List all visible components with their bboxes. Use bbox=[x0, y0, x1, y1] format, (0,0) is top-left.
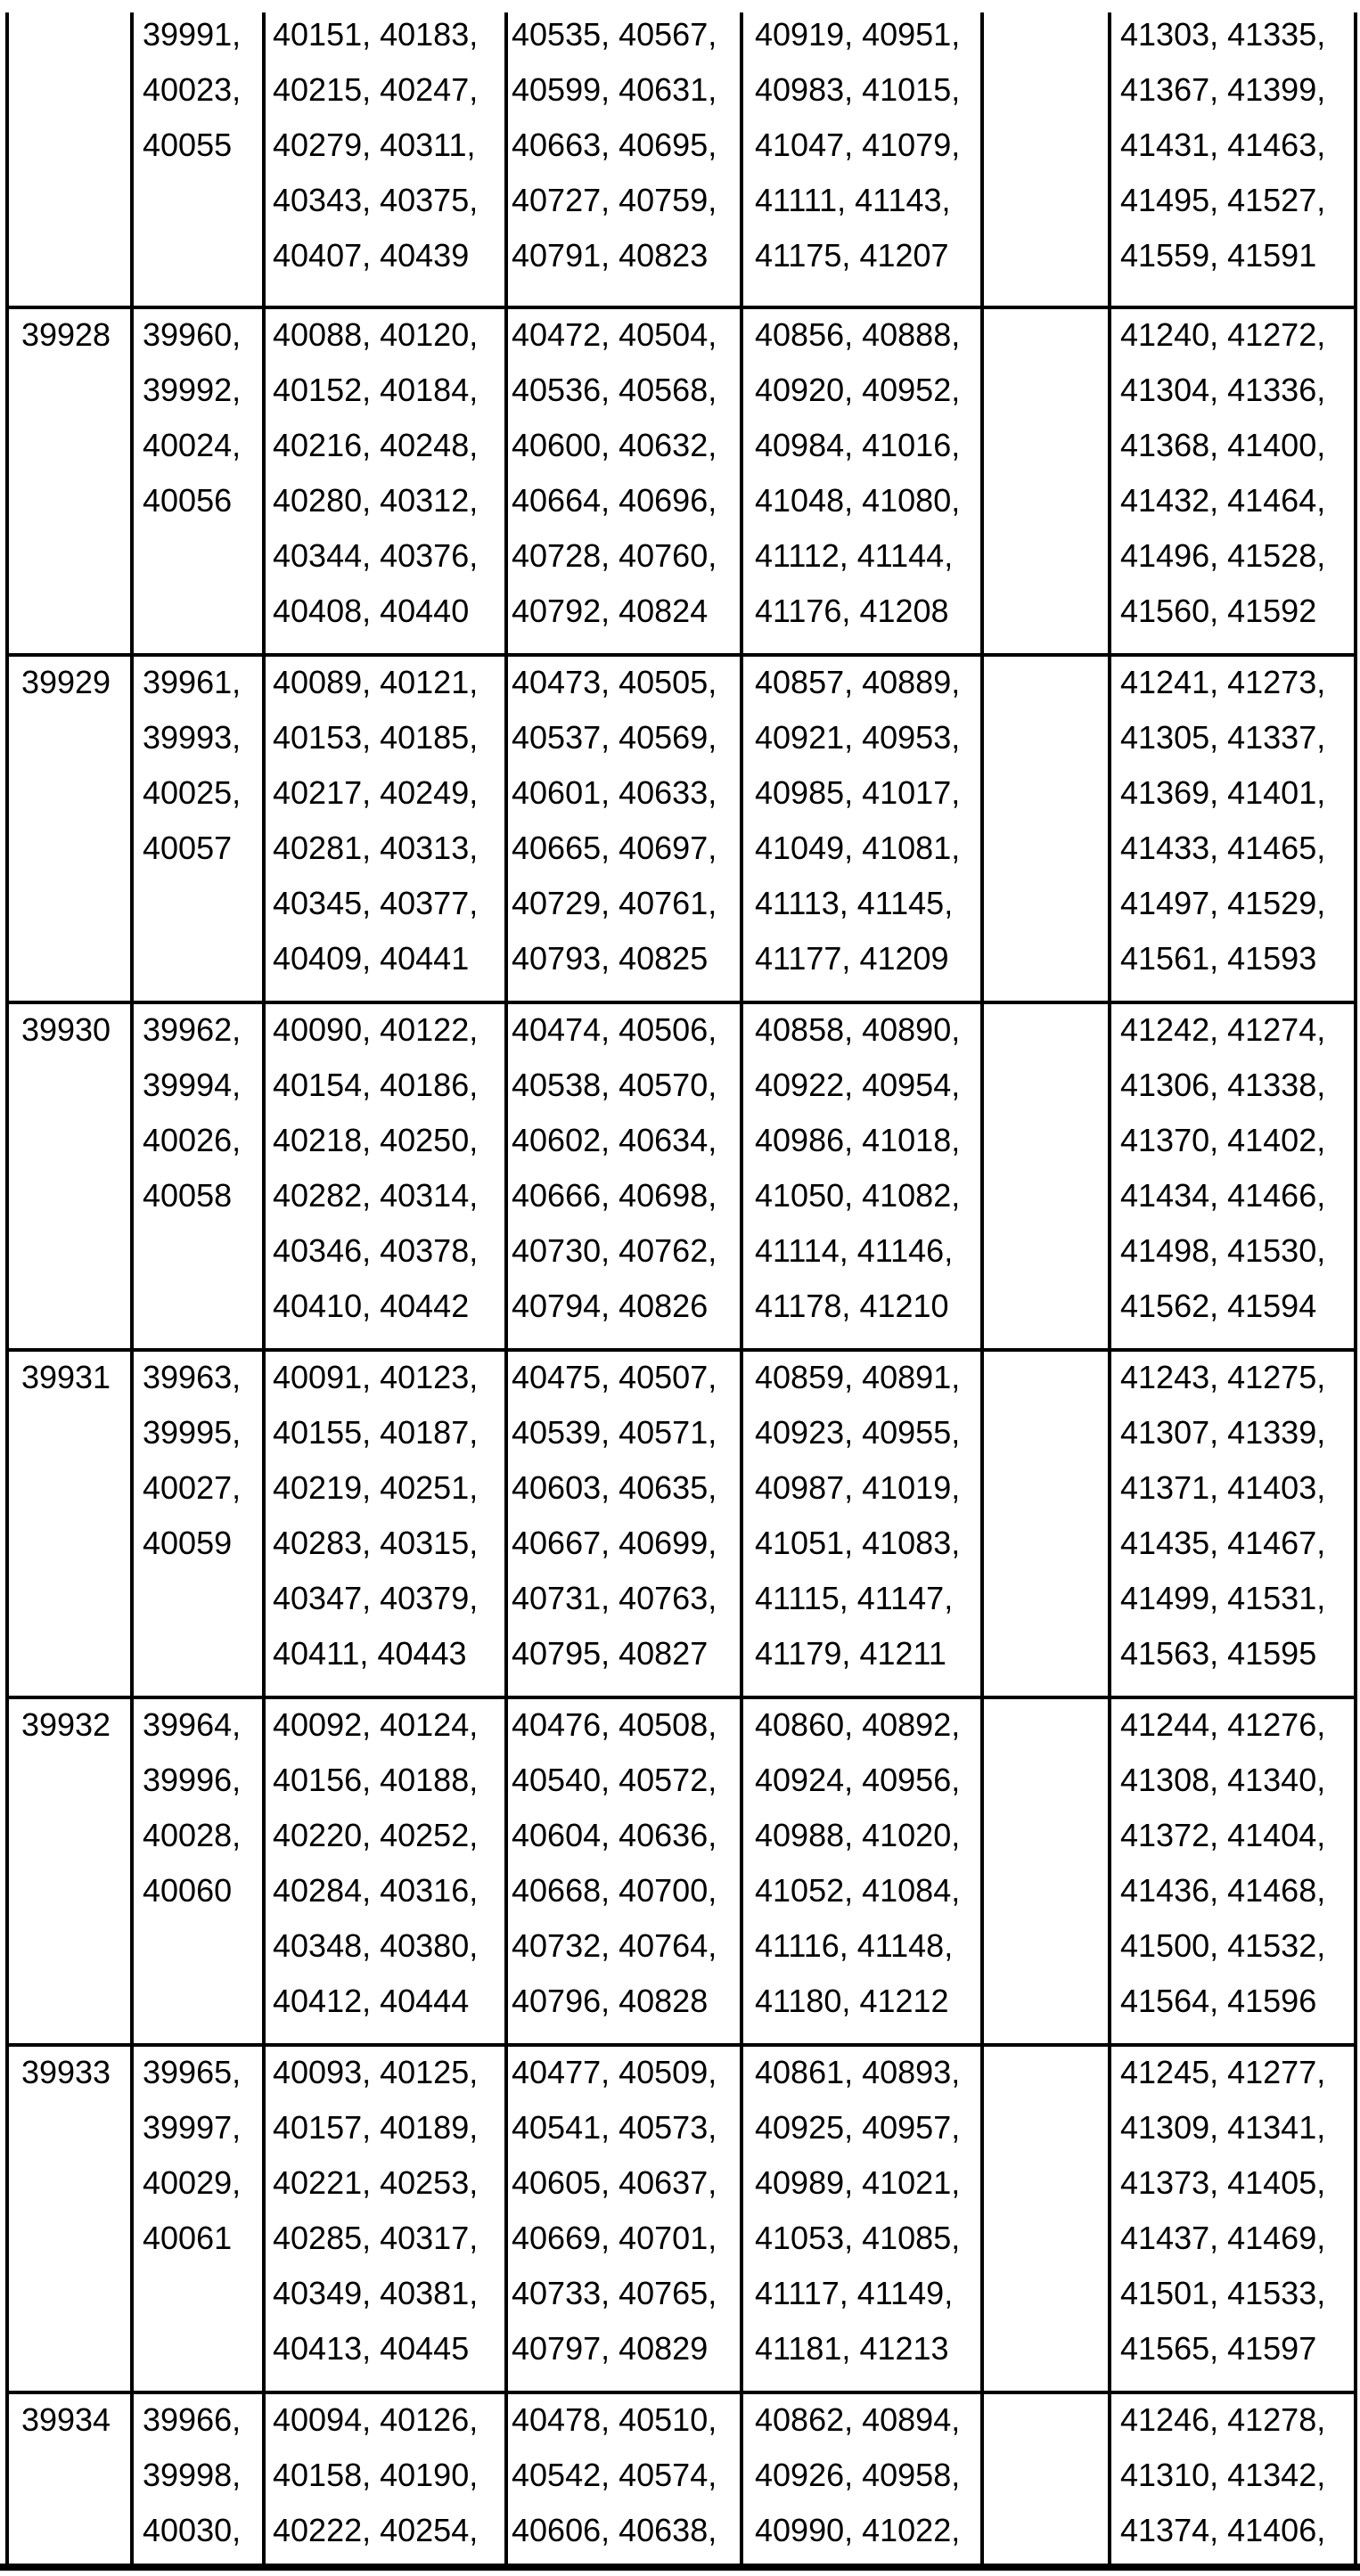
table-cell: 40857, 40889, 40921, 40953, 40985, 41017, 41049, 41081, 41113, 41145, 41177, 41209 bbox=[755, 664, 961, 977]
table-cell: 39966, 39998, 40030, bbox=[143, 2401, 242, 2548]
table-cell: 40861, 40893, 40925, 40957, 40989, 41021, 41053, 41085, 41117, 41149, 41181, 41213 bbox=[755, 2054, 961, 2367]
grid-line-vertical-4 bbox=[740, 12, 743, 2571]
row-header-cell: 39928 bbox=[20, 316, 111, 353]
table-cell: 41240, 41272, 41304, 41336, 41368, 41400, 41432, 41464, 41496, 41528, 41560, 41592 bbox=[1120, 316, 1326, 629]
table-cell: 39964, 39996, 40028, 40060 bbox=[143, 1706, 242, 1909]
table-cell: 40474, 40506, 40538, 40570, 40602, 40634, 40666, 40698, 40730, 40762, 40794, 40826 bbox=[512, 1011, 717, 1324]
grid-line-vertical-right-edge bbox=[1354, 12, 1357, 2571]
table-cell: 40091, 40123, 40155, 40187, 40219, 40251, 40283, 40315, 40347, 40379, 40411, 40443 bbox=[273, 1359, 479, 1672]
table-cell: 41243, 41275, 41307, 41339, 41371, 41403, 41435, 41467, 41499, 41531, 41563, 41595 bbox=[1120, 1359, 1326, 1672]
table-cell: 39962, 39994, 40026, 40058 bbox=[143, 1011, 242, 1214]
table-cell: 40856, 40888, 40920, 40952, 40984, 41016, 41048, 41080, 41112, 41144, 41176, 41208 bbox=[755, 316, 961, 629]
table-cell: 40477, 40509, 40541, 40573, 40605, 40637, 40669, 40701, 40733, 40765, 40797, 40829 bbox=[512, 2054, 717, 2367]
grid-line-vertical-2 bbox=[262, 12, 266, 2571]
table-cell: 39963, 39995, 40027, 40059 bbox=[143, 1359, 242, 1561]
page-bottom-crop-border bbox=[0, 2564, 1360, 2571]
table-cell: 40860, 40892, 40924, 40956, 40988, 41020, 41052, 41084, 41116, 41148, 41180, 41212 bbox=[755, 1706, 961, 2019]
grid-line-vertical-6 bbox=[1108, 12, 1111, 2571]
grid-line-vertical-1 bbox=[130, 12, 134, 2571]
table-cell: 41303, 41335, 41367, 41399, 41431, 41463, 41495, 41527, 41559, 41591 bbox=[1120, 16, 1326, 274]
table-cell: 40094, 40126, 40158, 40190, 40222, 40254, bbox=[273, 2401, 479, 2548]
table-cell: 41244, 41276, 41308, 41340, 41372, 41404, 41436, 41468, 41500, 41532, 41564, 41596 bbox=[1120, 1706, 1326, 2019]
row-header-cell: 39929 bbox=[20, 664, 111, 700]
table-cell: 40093, 40125, 40157, 40189, 40221, 40253, 40285, 40317, 40349, 40381, 40413, 40445 bbox=[273, 2054, 479, 2367]
table-cell: 40473, 40505, 40537, 40569, 40601, 40633, 40665, 40697, 40729, 40761, 40793, 40825 bbox=[512, 664, 717, 977]
table-cell: 39961, 39993, 40025, 40057 bbox=[143, 664, 242, 866]
table-cell: 40088, 40120, 40152, 40184, 40216, 40248, 40280, 40312, 40344, 40376, 40408, 40440 bbox=[273, 316, 479, 629]
grid-line-vertical-left-edge bbox=[5, 12, 9, 2571]
row-header-cell: 39933 bbox=[20, 2054, 111, 2090]
row-header-cell: 39931 bbox=[20, 1359, 111, 1395]
table-cell: 40151, 40183, 40215, 40247, 40279, 40311, 40343, 40375, 40407, 40439 bbox=[273, 16, 479, 274]
table-cell: 40859, 40891, 40923, 40955, 40987, 41019, 41051, 41083, 41115, 41147, 41179, 41211 bbox=[755, 1359, 961, 1672]
table-cell: 40476, 40508, 40540, 40572, 40604, 40636, 40668, 40700, 40732, 40764, 40796, 40828 bbox=[512, 1706, 717, 2019]
row-header-cell: 39932 bbox=[20, 1706, 111, 1743]
table-cell: 40862, 40894, 40926, 40958, 40990, 41022, bbox=[755, 2401, 961, 2548]
table-cell: 40089, 40121, 40153, 40185, 40217, 40249, 40281, 40313, 40345, 40377, 40409, 40441 bbox=[273, 664, 479, 977]
grid-line-vertical-3 bbox=[504, 12, 508, 2571]
table-cell: 41241, 41273, 41305, 41337, 41369, 41401, 41433, 41465, 41497, 41529, 41561, 41593 bbox=[1120, 664, 1326, 977]
table-cell: 40092, 40124, 40156, 40188, 40220, 40252, 40284, 40316, 40348, 40380, 40412, 40444 bbox=[273, 1706, 479, 2019]
table-cell: 39965, 39997, 40029, 40061 bbox=[143, 2054, 242, 2256]
table-cell: 40472, 40504, 40536, 40568, 40600, 40632, 40664, 40696, 40728, 40760, 40792, 40824 bbox=[512, 316, 717, 629]
table-cell: 39960, 39992, 40024, 40056 bbox=[143, 316, 242, 519]
table-cell: 40475, 40507, 40539, 40571, 40603, 40635, 40667, 40699, 40731, 40763, 40795, 40827 bbox=[512, 1359, 717, 1672]
table-cell: 41242, 41274, 41306, 41338, 41370, 41402, 41434, 41466, 41498, 41530, 41562, 41594 bbox=[1120, 1011, 1326, 1324]
table-cell: 41246, 41278, 41310, 41342, 41374, 41406, bbox=[1120, 2401, 1326, 2548]
table-cell: 40478, 40510, 40542, 40574, 40606, 40638, bbox=[512, 2401, 717, 2548]
row-header-cell: 39930 bbox=[20, 1011, 111, 1048]
grid-line-vertical-5 bbox=[980, 12, 984, 2571]
table-cell: 41245, 41277, 41309, 41341, 41373, 41405, 41437, 41469, 41501, 41533, 41565, 41597 bbox=[1120, 2054, 1326, 2367]
table-cell: 40535, 40567, 40599, 40631, 40663, 40695, 40727, 40759, 40791, 40823 bbox=[512, 16, 717, 274]
table-cell: 40090, 40122, 40154, 40186, 40218, 40250, 40282, 40314, 40346, 40378, 40410, 40442 bbox=[273, 1011, 479, 1324]
table-cell: 39991, 40023, 40055 bbox=[143, 16, 242, 163]
table-cell: 40919, 40951, 40983, 41015, 41047, 41079, 41111, 41143, 41175, 41207 bbox=[755, 16, 961, 274]
table-cell: 40858, 40890, 40922, 40954, 40986, 41018, 41050, 41082, 41114, 41146, 41178, 41210 bbox=[755, 1011, 961, 1324]
row-header-cell: 39934 bbox=[20, 2401, 111, 2438]
